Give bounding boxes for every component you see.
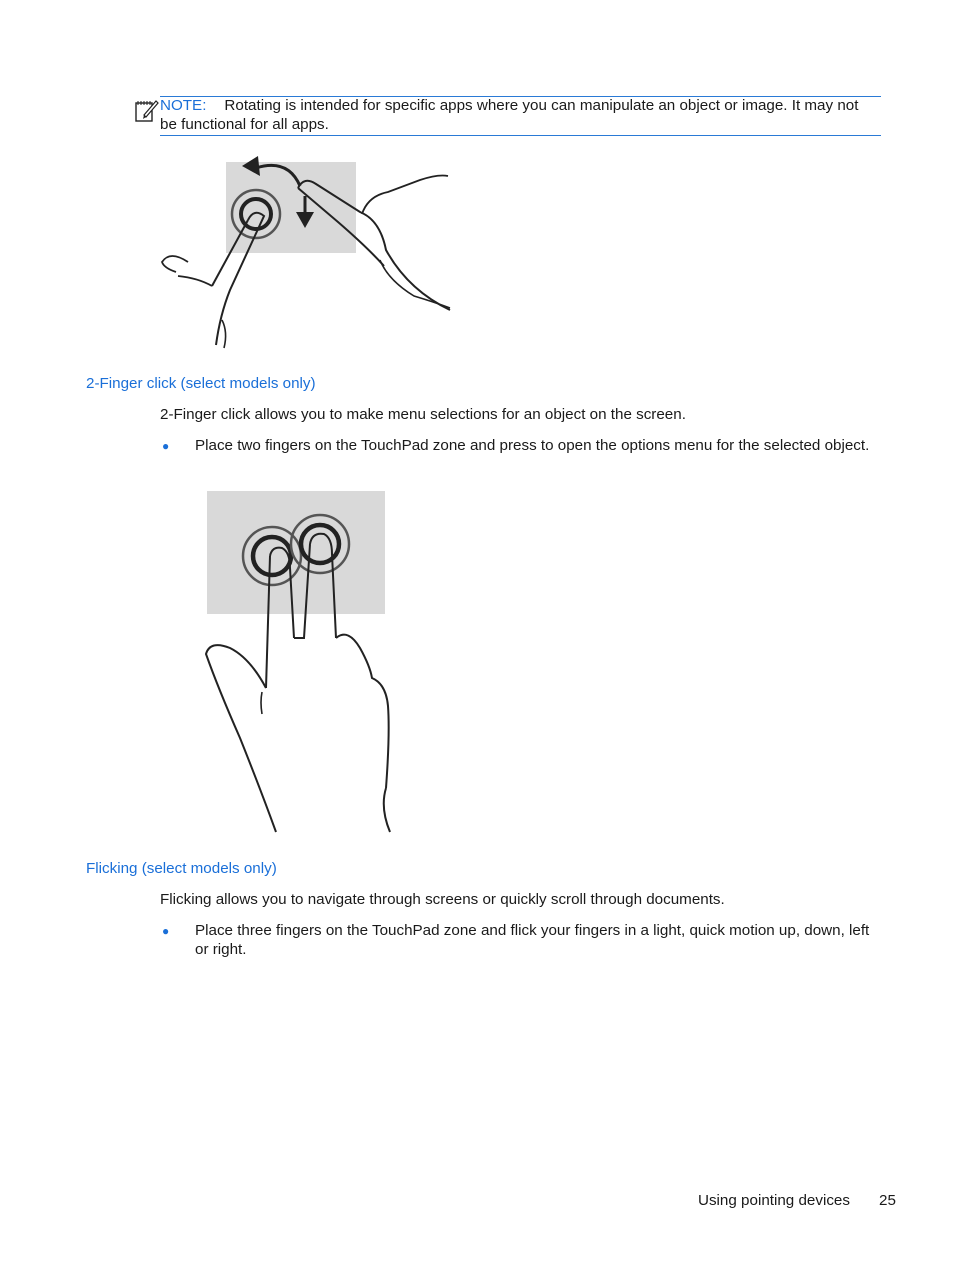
footer-page-number: 25	[879, 1192, 896, 1209]
note-pencil-icon	[134, 97, 160, 123]
note-label: NOTE:	[160, 97, 207, 114]
bullet-marker: ●	[162, 924, 170, 938]
footer-section-title: Using pointing devices	[698, 1192, 850, 1209]
two-finger-intro: 2-Finger click allows you to make menu selections for an object on the screen.	[160, 406, 686, 423]
two-finger-bullet: Place two fingers on the TouchPad zone and press to open the options menu for the selected object.	[195, 437, 870, 454]
rotate-gesture-illustration	[158, 150, 453, 355]
section-heading-flicking: Flicking (select models only)	[86, 860, 277, 877]
flicking-intro: Flicking allows you to navigate through screens or quickly scroll through documents.	[160, 891, 725, 908]
flicking-bullet: Place three fingers on the TouchPad zone and flick your fingers in a light, quick motion up, down, left or right.	[195, 922, 870, 958]
two-finger-click-illustration	[200, 488, 410, 838]
section-heading-two-finger-click: 2-Finger click (select models only)	[86, 375, 316, 392]
bullet-marker: ●	[162, 439, 170, 453]
note-body: Rotating is intended for specific apps where you can manipulate an object or image. It may not be functional for all apps.	[160, 97, 859, 133]
note-text	[160, 96, 875, 134]
